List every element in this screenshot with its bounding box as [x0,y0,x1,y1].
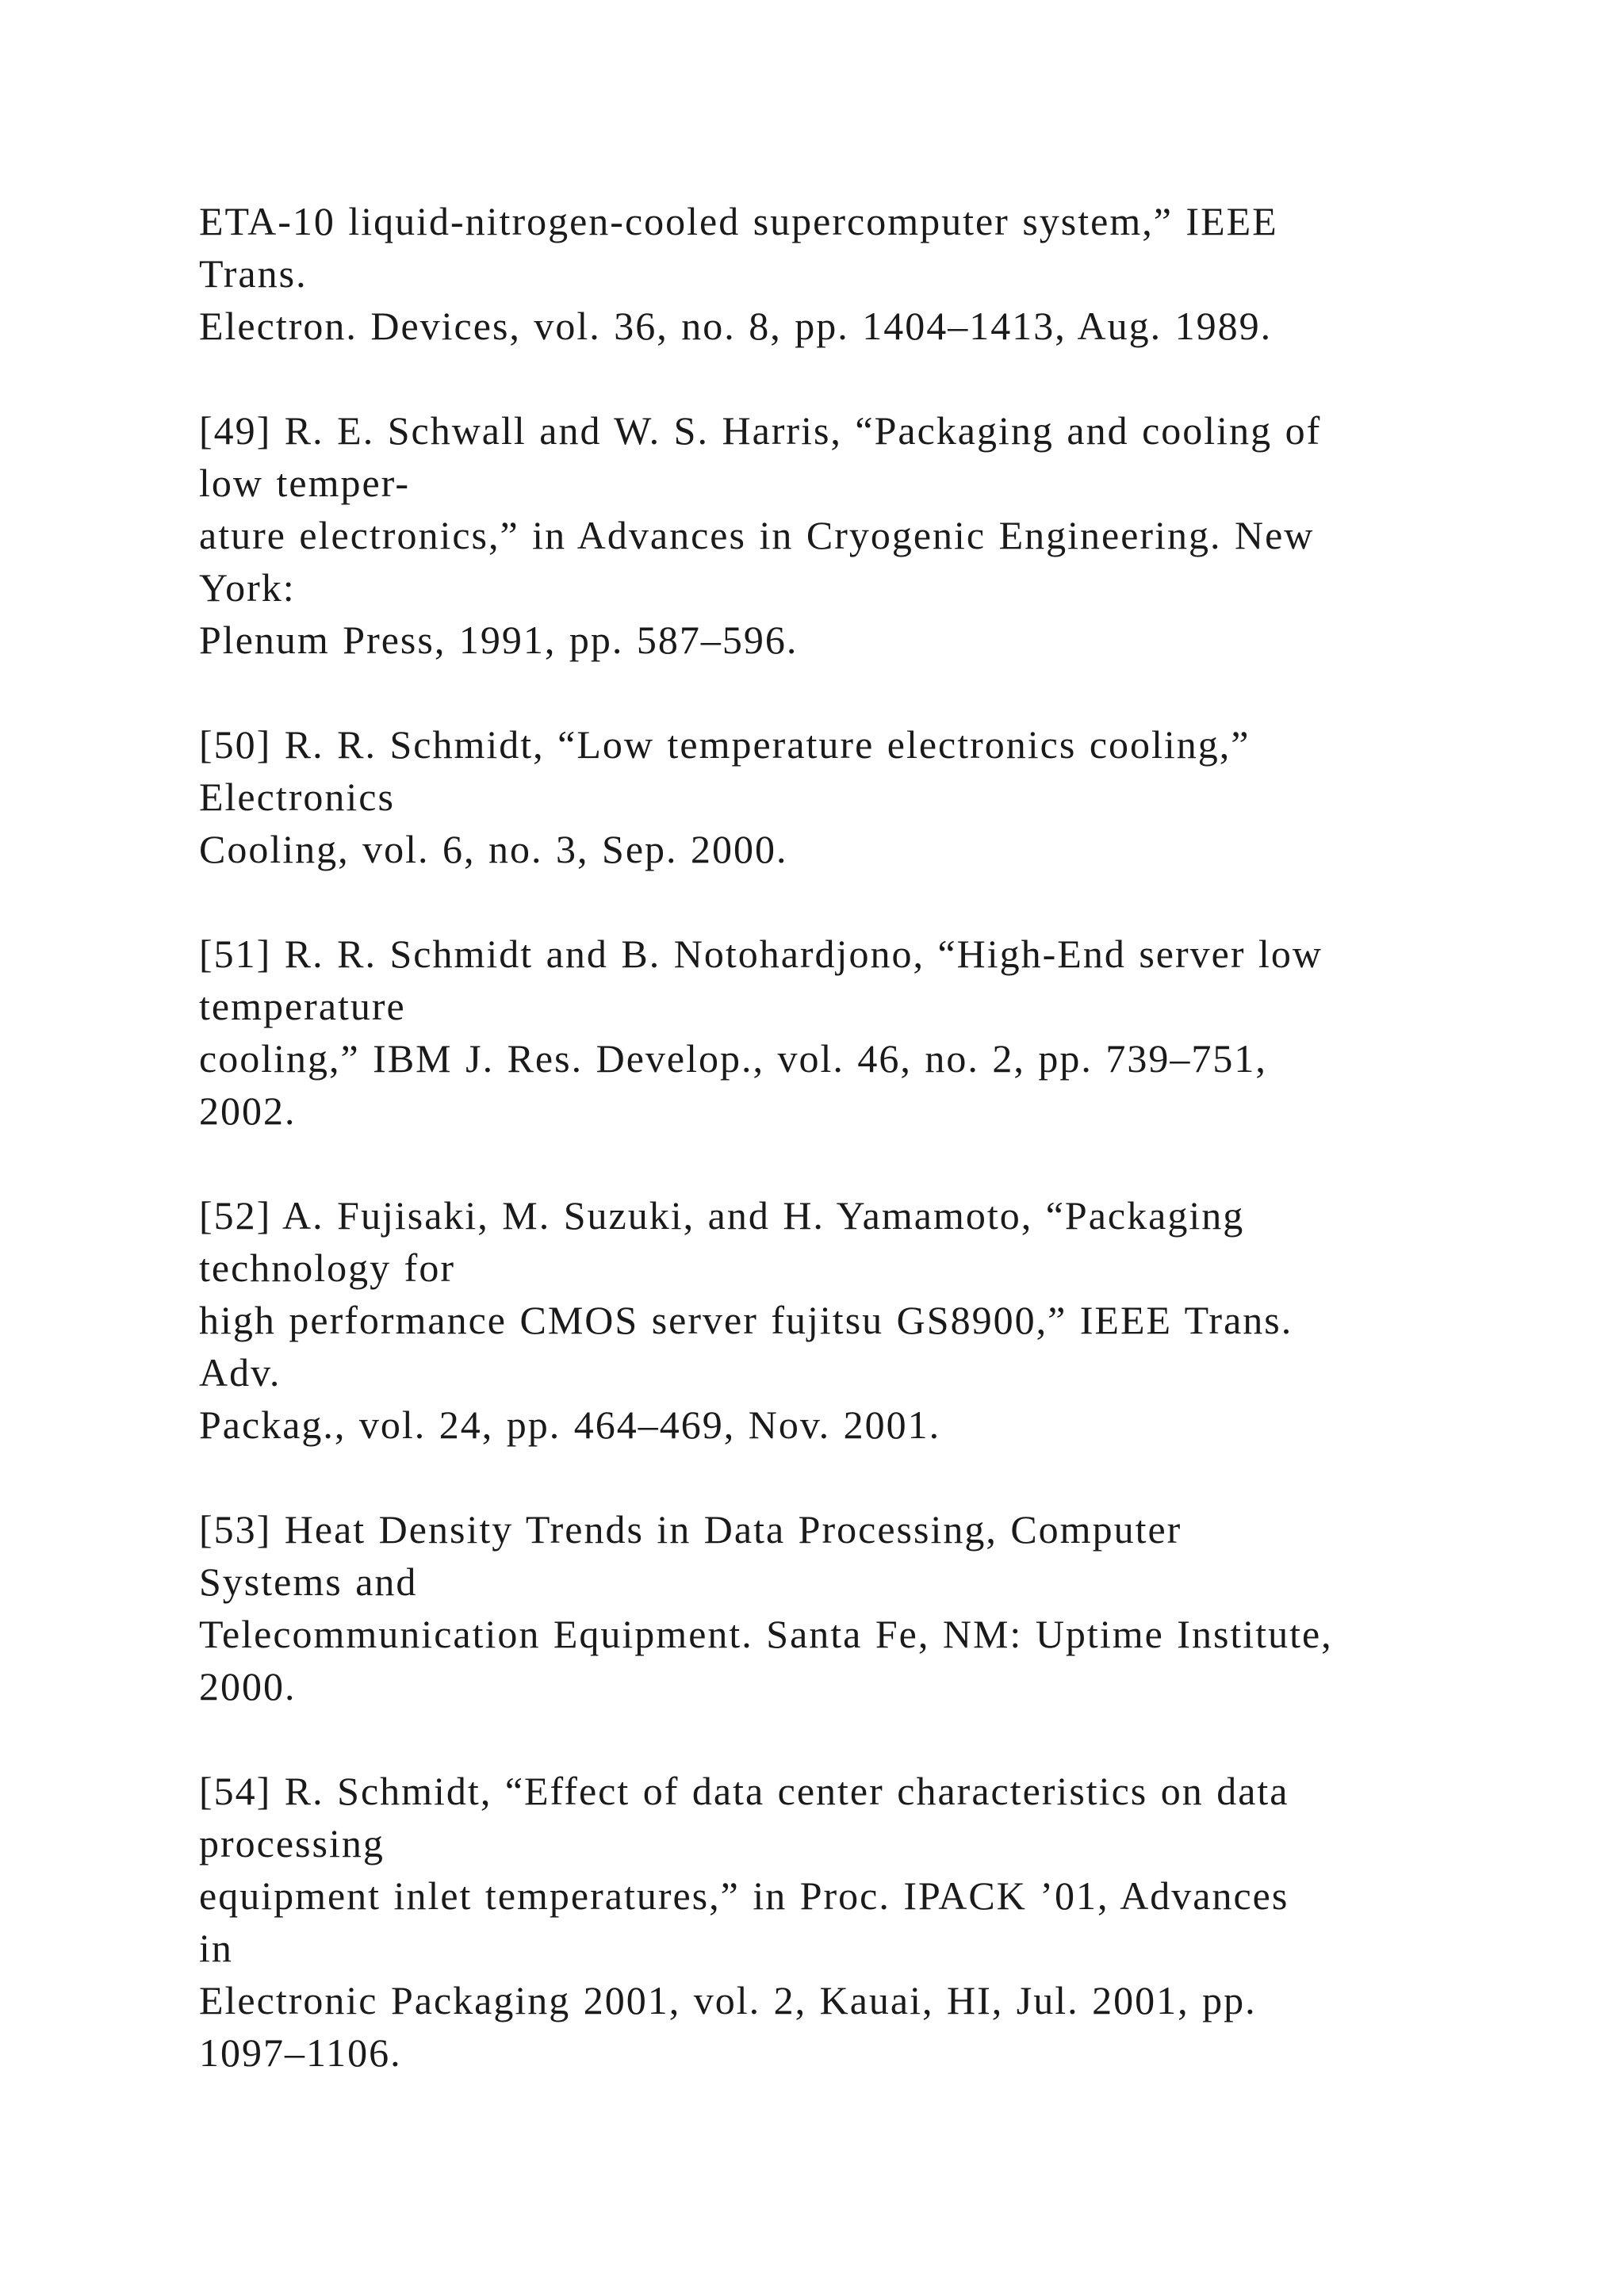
reference-line: Adv. [199,1350,282,1395]
reference-entry-53 [199,1503,1547,1712]
reference-line: processing [199,1821,385,1866]
reference-line: Trans. [199,251,308,296]
reference-line: Telecommunication Equipment. Santa Fe, NM: Uptime Institute, [199,1612,1333,1656]
reference-line: [53] Heat Density Trends in Data Processing, Computer [199,1507,1182,1552]
reference-line: ETA-10 liquid-nitrogen-cooled supercomputer system,” IEEE [199,199,1278,243]
reference-line: Plenum Press, 1991, pp. 587–596. [199,618,799,662]
reference-list [199,195,1547,2079]
reference-line: Packag., vol. 24, pp. 464–469, Nov. 2001. [199,1402,941,1447]
reference-spacer [199,1451,1547,1503]
reference-entry-50 [199,718,1547,875]
reference-spacer [199,1137,1547,1189]
reference-line: equipment inlet temperatures,” in Proc. IPACK ’01, Advances [199,1873,1289,1918]
reference-spacer [199,1712,1547,1765]
reference-line: Electronics [199,775,395,819]
reference-line: high performance CMOS server fujitsu GS8900,” IEEE Trans. [199,1298,1293,1342]
reference-spacer [199,875,1547,928]
reference-entry-51 [199,928,1547,1137]
reference-line: low temper- [199,461,410,505]
reference-line: [54] R. Schmidt, “Effect of data center characteristics on data [199,1769,1289,1813]
reference-line: in [199,1926,233,1970]
reference-line: [52] A. Fujisaki, M. Suzuki, and H. Yamamoto, “Packaging [199,1193,1245,1238]
reference-line: Electronic Packaging 2001, vol. 2, Kauai, HI, Jul. 2001, pp. [199,1978,1257,2022]
reference-line: [49] R. E. Schwall and W. S. Harris, “Packaging and cooling of [199,408,1322,453]
reference-line: Systems and [199,1559,418,1604]
reference-entry-48-continued [199,195,1547,352]
reference-spacer [199,352,1547,404]
reference-entry-49 [199,404,1547,666]
reference-entry-52 [199,1189,1547,1451]
reference-line: York: [199,565,296,610]
reference-line: technology for [199,1246,455,1290]
reference-entry-54 [199,1765,1547,2079]
reference-line: temperature [199,984,406,1028]
reference-line: 2002. [199,1089,297,1133]
reference-line: 1097–1106. [199,2030,402,2075]
reference-line: [50] R. R. Schmidt, “Low temperature electronics cooling,” [199,722,1251,767]
reference-line: 2000. [199,1664,297,1709]
reference-line: ature electronics,” in Advances in Cryogenic Engineering. New [199,513,1315,557]
reference-line: Cooling, vol. 6, no. 3, Sep. 2000. [199,827,788,871]
reference-line: Electron. Devices, vol. 36, no. 8, pp. 1404–1413, Aug. 1989. [199,304,1273,348]
reference-line: cooling,” IBM J. Res. Develop., vol. 46, no. 2, pp. 739–751, [199,1036,1267,1081]
reference-line: [51] R. R. Schmidt and B. Notohardjono, “High-End server low [199,932,1323,976]
reference-spacer [199,666,1547,718]
